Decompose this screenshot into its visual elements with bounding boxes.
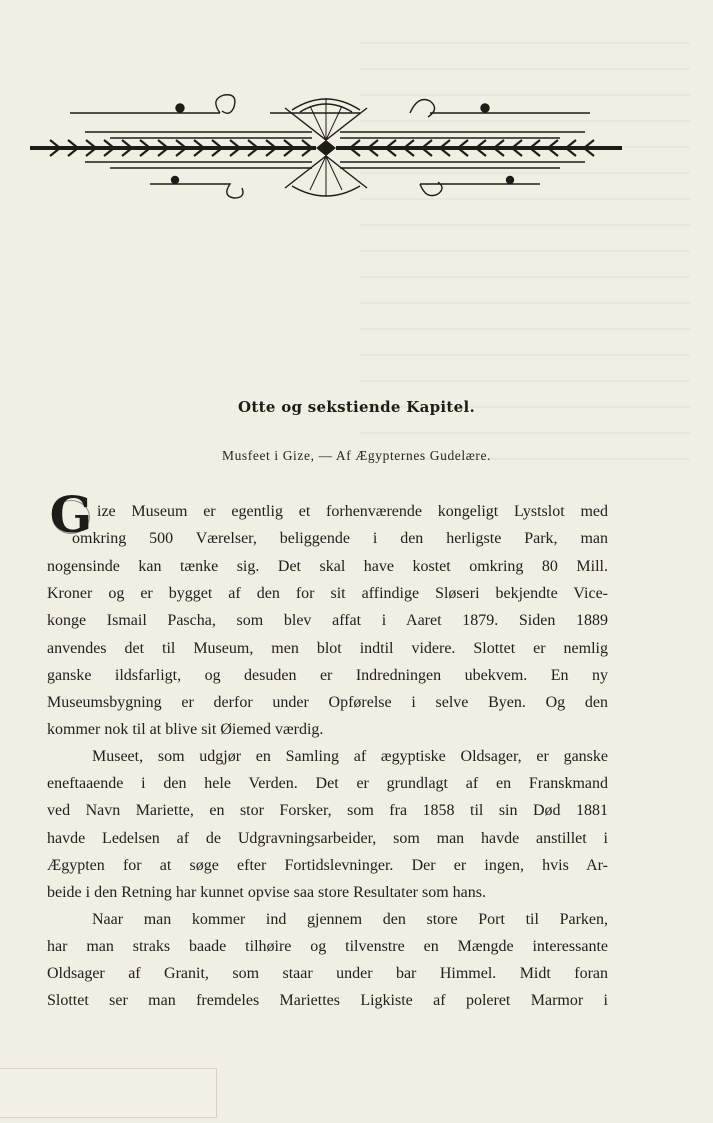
text-line: Naar man kommer ind gjennem den store Port til Parken, [92,911,608,928]
chapter-title: Otte og sekstiende Kapitel. [238,398,475,416]
text-line: nogensinde kan tænke sig. Det skal have kostet omkring 80 Mill. [47,558,608,575]
text-line: anvendes det til Museum, men blot indtil videre. Slottet er nemlig [47,640,608,657]
text-line: ganske ildsfarligt, og desuden er Indredningen ubekvem. En ny [47,667,608,684]
text-line: Museet, som udgjør en Samling af ægyptiske Oldsager, er ganske [92,748,608,765]
text-line: ved Navn Mariette, en stor Forsker, som fra 1858 til sin Død 1881 [47,802,608,819]
text-line: Kroner og er bygget af den for sit affindige Sløseri bekjendte Vice- [47,585,608,602]
text-line: Oldsager af Granit, som staar under bar Himmel. Midt foran [47,965,608,982]
text-line: Museumsbygning er derfor under Opførelse i selve Byen. Og den [47,694,608,711]
text-line: Ægypten for at søge efter Fortidslevninger. Der er ingen, hvis Ar- [47,857,608,874]
text-line: omkring 500 Værelser, beliggende i den herligste Park, man [72,530,608,547]
chapter-summary: Musfeet i Gize, — Af Ægypternes Gudelære. [221,448,492,463]
text-line: havde Ledelsen af de Udgravningsarbeider, som man havde anstillet i [47,830,608,847]
text-line: har man straks baade tilhøire og tilvenstre en Mængde interessante [47,938,608,955]
text-line: kommer nok til at blive sit Øiemed værdig. [47,721,324,738]
drop-cap: G [49,485,93,544]
text-line: beide i den Retning har kunnet opvise saa store Resultater som hans. [47,884,487,901]
text-line: konge Ismail Pascha, som blev affat i Aaret 1879. Siden 1889 [47,612,608,629]
ornamental-header-divider [30,88,622,208]
text-line: ize Museum er egentlig et forhenværende kongeligt Lystslot med [97,503,608,520]
paper-slip [0,1068,217,1118]
text-line: Slottet ser man fremdeles Mariettes Ligkiste af poleret Marmor i [47,992,608,1009]
text-line: eneftaaende i den hele Verden. Det er grundlagt af en Franskmand [47,775,608,792]
